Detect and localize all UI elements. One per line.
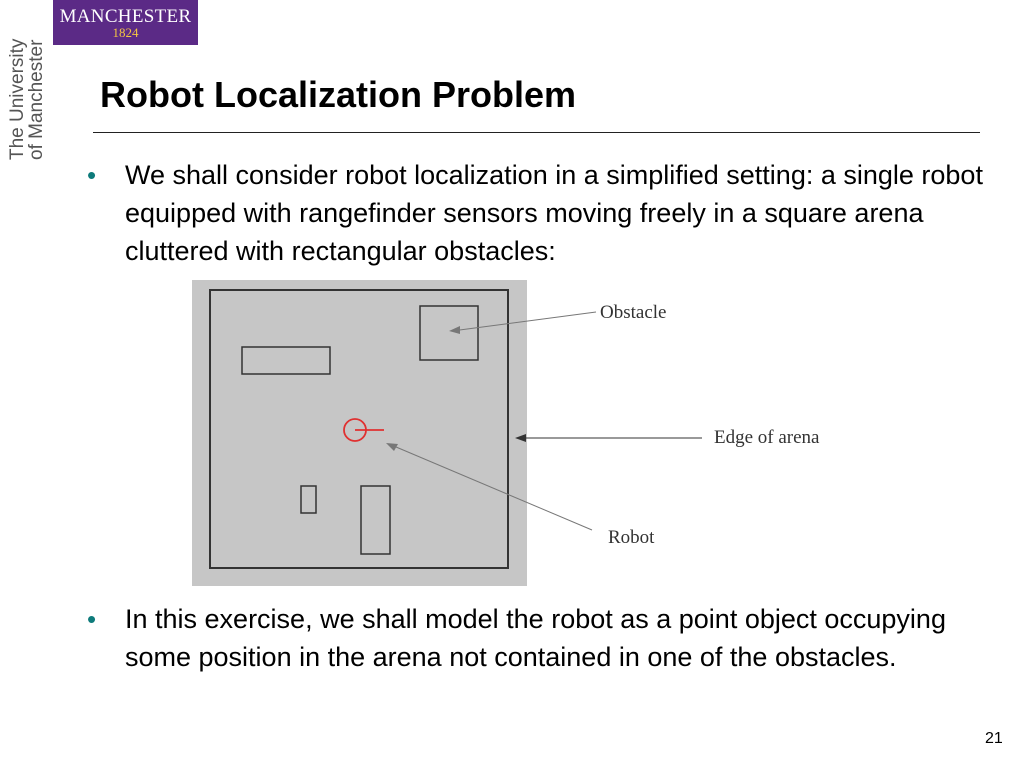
edge-pointer [515,434,702,442]
title-divider [93,132,980,133]
slide-title: Robot Localization Problem [100,74,577,115]
label-edge: Edge of arena [714,427,820,448]
side-text-line-2: of Manchester [26,39,47,160]
bullet-text-1: We shall consider robot localization in a simplified setting: a single robot equipped with rangefinder sensors moving freely in a square arena cluttered with rectangular obstacles: [125,160,983,266]
side-text-line-1: The University [7,38,28,160]
bullet-dot-icon: • [87,604,97,634]
label-obstacle: Obstacle [600,302,667,323]
logo-year: 1824 [112,25,139,40]
bullet-dot-icon: • [87,160,97,190]
bullet-text-2: In this exercise, we shall model the robot as a point object occupying some position in the arena not contained in one of the obstacles. [125,604,946,672]
university-side-text [8,0,56,160]
arena-diagram [192,280,872,590]
label-robot: Robot [608,527,655,548]
bullet-item-2 [87,600,985,676]
bullet-item-1 [87,156,985,270]
arena-background [192,280,527,586]
slide-number: 21 [985,730,1003,747]
logo-name: MANCHESTER [59,6,192,27]
university-logo [53,0,198,45]
